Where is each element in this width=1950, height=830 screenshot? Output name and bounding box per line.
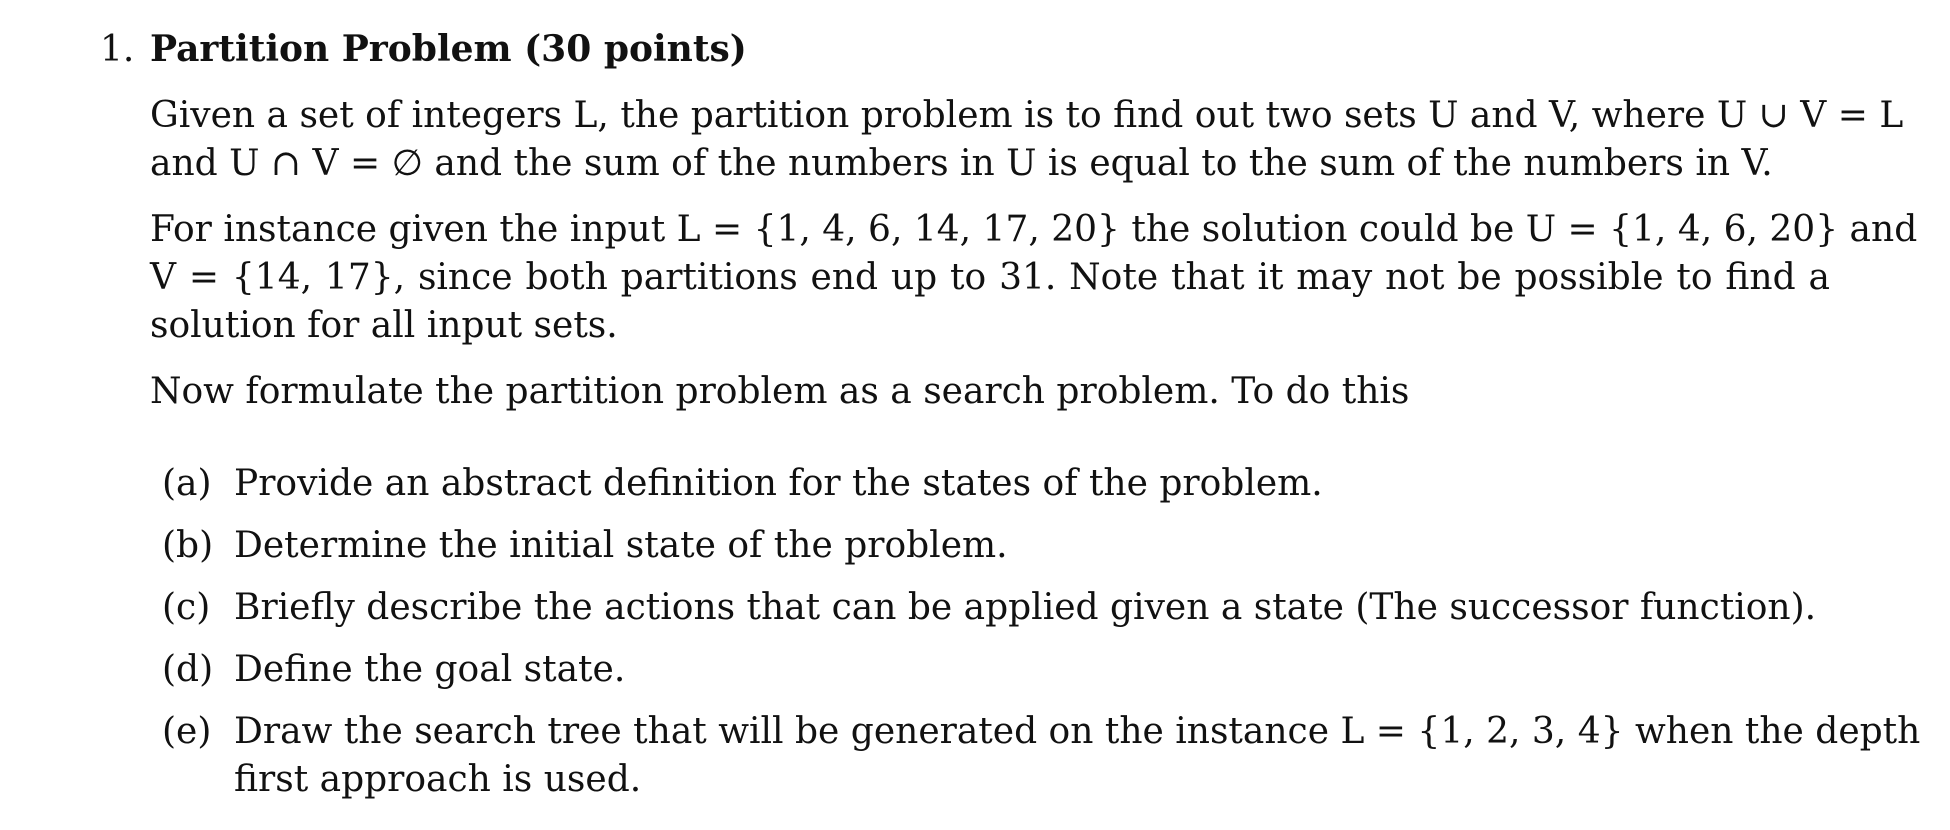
sub-question-a <box>162 460 1830 508</box>
sub-question-text: Define the goal state. <box>234 649 626 690</box>
sub-question-text: Draw the search tree that will be generated on the instance L = {1, 2, 3, 4} when the depth <box>234 711 1921 752</box>
sub-question-list <box>162 460 1921 818</box>
paragraph-line: V = {14, 17}, since both partitions end up to 31. Note that it may not be possible to find a <box>150 257 1830 298</box>
sub-question-text: first approach is used. <box>234 759 642 800</box>
paragraph-line: Given a set of integers L, the partition problem is to find out two sets U and V, where U ∪ V = L <box>150 95 1904 136</box>
sub-question-label: (a) <box>162 463 212 504</box>
sub-question-label: (e) <box>162 711 212 752</box>
sub-question-b <box>162 522 1830 570</box>
paragraph-line: Now formulate the partition problem as a search problem. To do this <box>150 371 1410 412</box>
question-title: Partition Problem (30 points) <box>150 28 747 70</box>
paragraph-instruction <box>150 368 1830 416</box>
question-heading <box>100 26 747 73</box>
sub-question-c <box>162 584 1830 632</box>
sub-question-text: Briefly describe the actions that can be applied given a state (The successor function). <box>234 587 1817 628</box>
sub-question-label: (b) <box>162 525 214 566</box>
sub-question-d <box>162 646 1830 694</box>
paragraph-line: For instance given the input L = {1, 4, 6, 14, 17, 20} the solution could be U = {1, 4, 6, 20} and <box>150 209 1918 250</box>
paragraph-line: and U ∩ V = ∅ and the sum of the numbers in U is equal to the sum of the numbers in V. <box>150 143 1773 184</box>
paragraph-line: solution for all input sets. <box>150 305 618 346</box>
sub-question-e <box>162 708 1921 804</box>
question-number: 1. <box>100 29 135 70</box>
sub-question-label: (c) <box>162 587 211 628</box>
sub-question-label: (d) <box>162 649 214 690</box>
paragraph-definition <box>150 92 1904 188</box>
sub-question-text: Provide an abstract definition for the states of the problem. <box>234 463 1323 504</box>
sub-question-text: Determine the initial state of the problem. <box>234 525 1008 566</box>
paragraph-example <box>150 206 1918 350</box>
